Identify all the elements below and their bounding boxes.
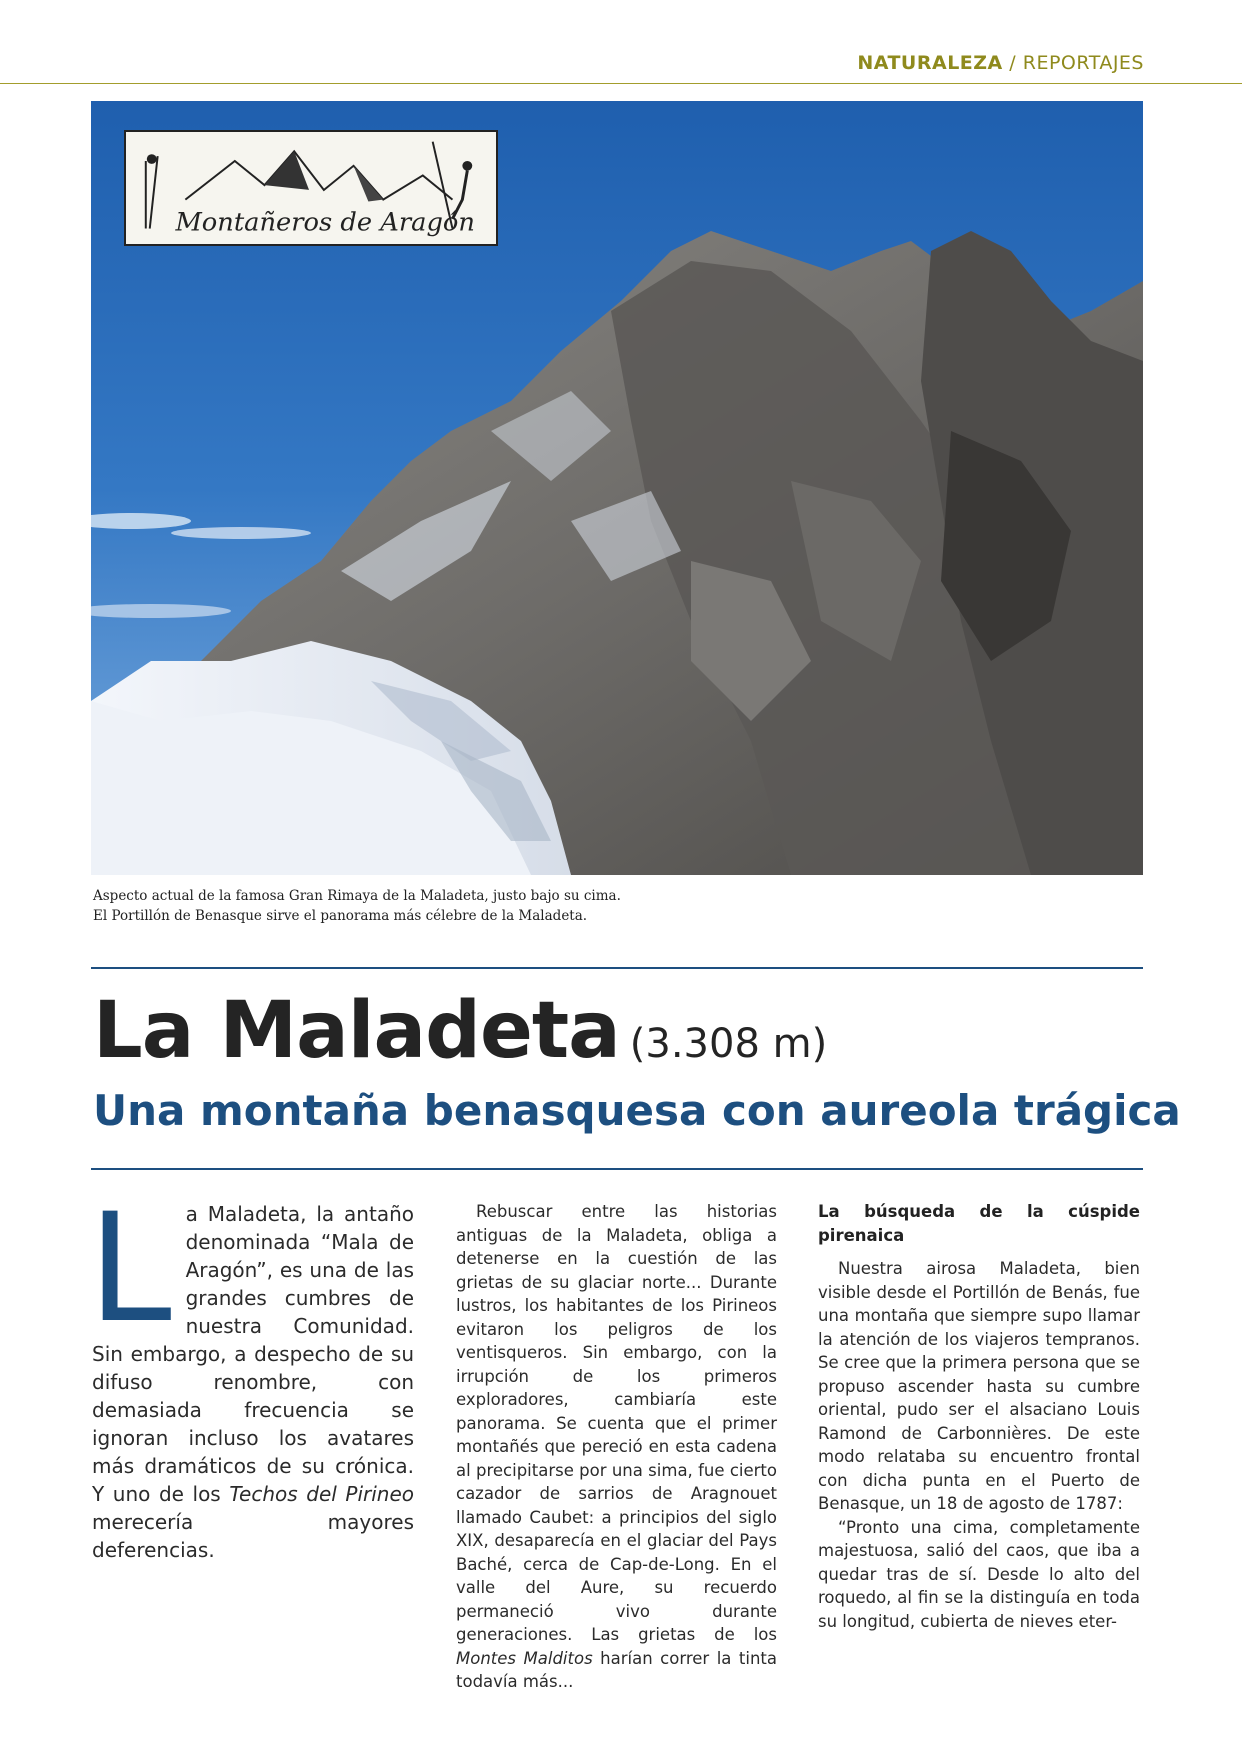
title-top-rule xyxy=(91,967,1143,969)
section-separator: / xyxy=(1002,52,1023,74)
intro-text: a Maladeta, la antaño denominada “Mala de Aragón”, es una de las grandes cumbres de nuestra Comunidad. Sin embargo, a despecho de su difuso renombre, con demasiada frecuencia se ignoran incluso los avatares más dramáticos de su crónica. Y uno de los xyxy=(92,1202,414,1506)
body-text-end: harían correr la tinta todavía más... xyxy=(456,1648,777,1691)
intro-italic: Techos del Pirineo xyxy=(229,1482,415,1506)
article-column-2 xyxy=(456,1200,777,1694)
stamp-lettering: Montañeros de Aragón xyxy=(175,206,475,237)
body-text: Rebuscar entre las historias antiguas de la Maladeta, obliga a detenerse en la cuestión de las grietas de su glaciar norte... Durante lustros, los habitantes de los Pirineos evitaron los peligros de los ventisqueros. Sin embargo, con la irrupción de los primeros exploradores, cambiaría este panorama. Se cuenta que el primer montañés que pereció en esta cadena al precipitarse por una sima, fue cierto cazador de sarrios de Aragnouet llamado Caubet: a principios del siglo XIX, desaparecía en el glaciar del Pays Baché, cerca de Cap-de-Long. En el valle del Aure, su recuerdo permaneció vivo durante generaciones. Las grietas de los xyxy=(456,1202,777,1644)
caption-line-1: Aspecto actual de la famosa Gran Rimaya de la Maladeta, justo bajo su cima. xyxy=(93,888,621,904)
montaneros-logo-drawing xyxy=(126,132,496,244)
caption-line-2: El Portillón de Benasque sirve el panorama más célebre de la Maladeta. xyxy=(93,908,588,924)
section-header xyxy=(857,52,1144,74)
article-column-1 xyxy=(88,1182,415,1564)
body-italic: Montes Malditos xyxy=(456,1648,593,1668)
subsection-paragraph-2: “Pronto una cima, completamente majestuosa, salió del caos, que iba a quedar tras de sí. Desde lo alto del roquedo, al fin se la distinguía en toda su longitud, cubierta de nieves eter- xyxy=(818,1517,1140,1631)
title-bottom-rule xyxy=(91,1168,1143,1170)
montaneros-de-aragon-stamp xyxy=(124,130,498,246)
section-name: REPORTAJES xyxy=(1022,52,1144,74)
body-paragraph xyxy=(456,1200,777,1694)
section-category: NATURALEZA xyxy=(857,52,1003,74)
photo-caption xyxy=(93,886,993,926)
article-subtitle: Una montaña benasquesa con aureola trágica xyxy=(93,1086,1181,1135)
drop-cap: L xyxy=(88,1182,172,1356)
article-title xyxy=(93,986,827,1076)
subsection-paragraph-1: Nuestra airosa Maladeta, bien visible desde el Portillón de Benás, fue una montaña que siempre supo llamar la atención de los viajeros tempranos. Se cree que la primera persona que se propuso ascender hasta su cumbre oriental, pudo ser el alsaciano Louis Ramond de Carbonnières. De este modo relataba su encuentro frontal con dicha punta en el Puerto de Benasque, un 18 de agosto de 1787: xyxy=(818,1259,1140,1513)
title-main: La Maladeta xyxy=(93,986,620,1076)
article-column-3 xyxy=(818,1200,1140,1633)
intro-text-end: merecería mayores deferencias. xyxy=(92,1510,414,1562)
header-rule xyxy=(0,83,1242,84)
title-altitude: (3.308 m) xyxy=(629,1021,828,1067)
subsection-heading: La búsqueda de la cúspide pirenaica xyxy=(818,1202,1140,1245)
